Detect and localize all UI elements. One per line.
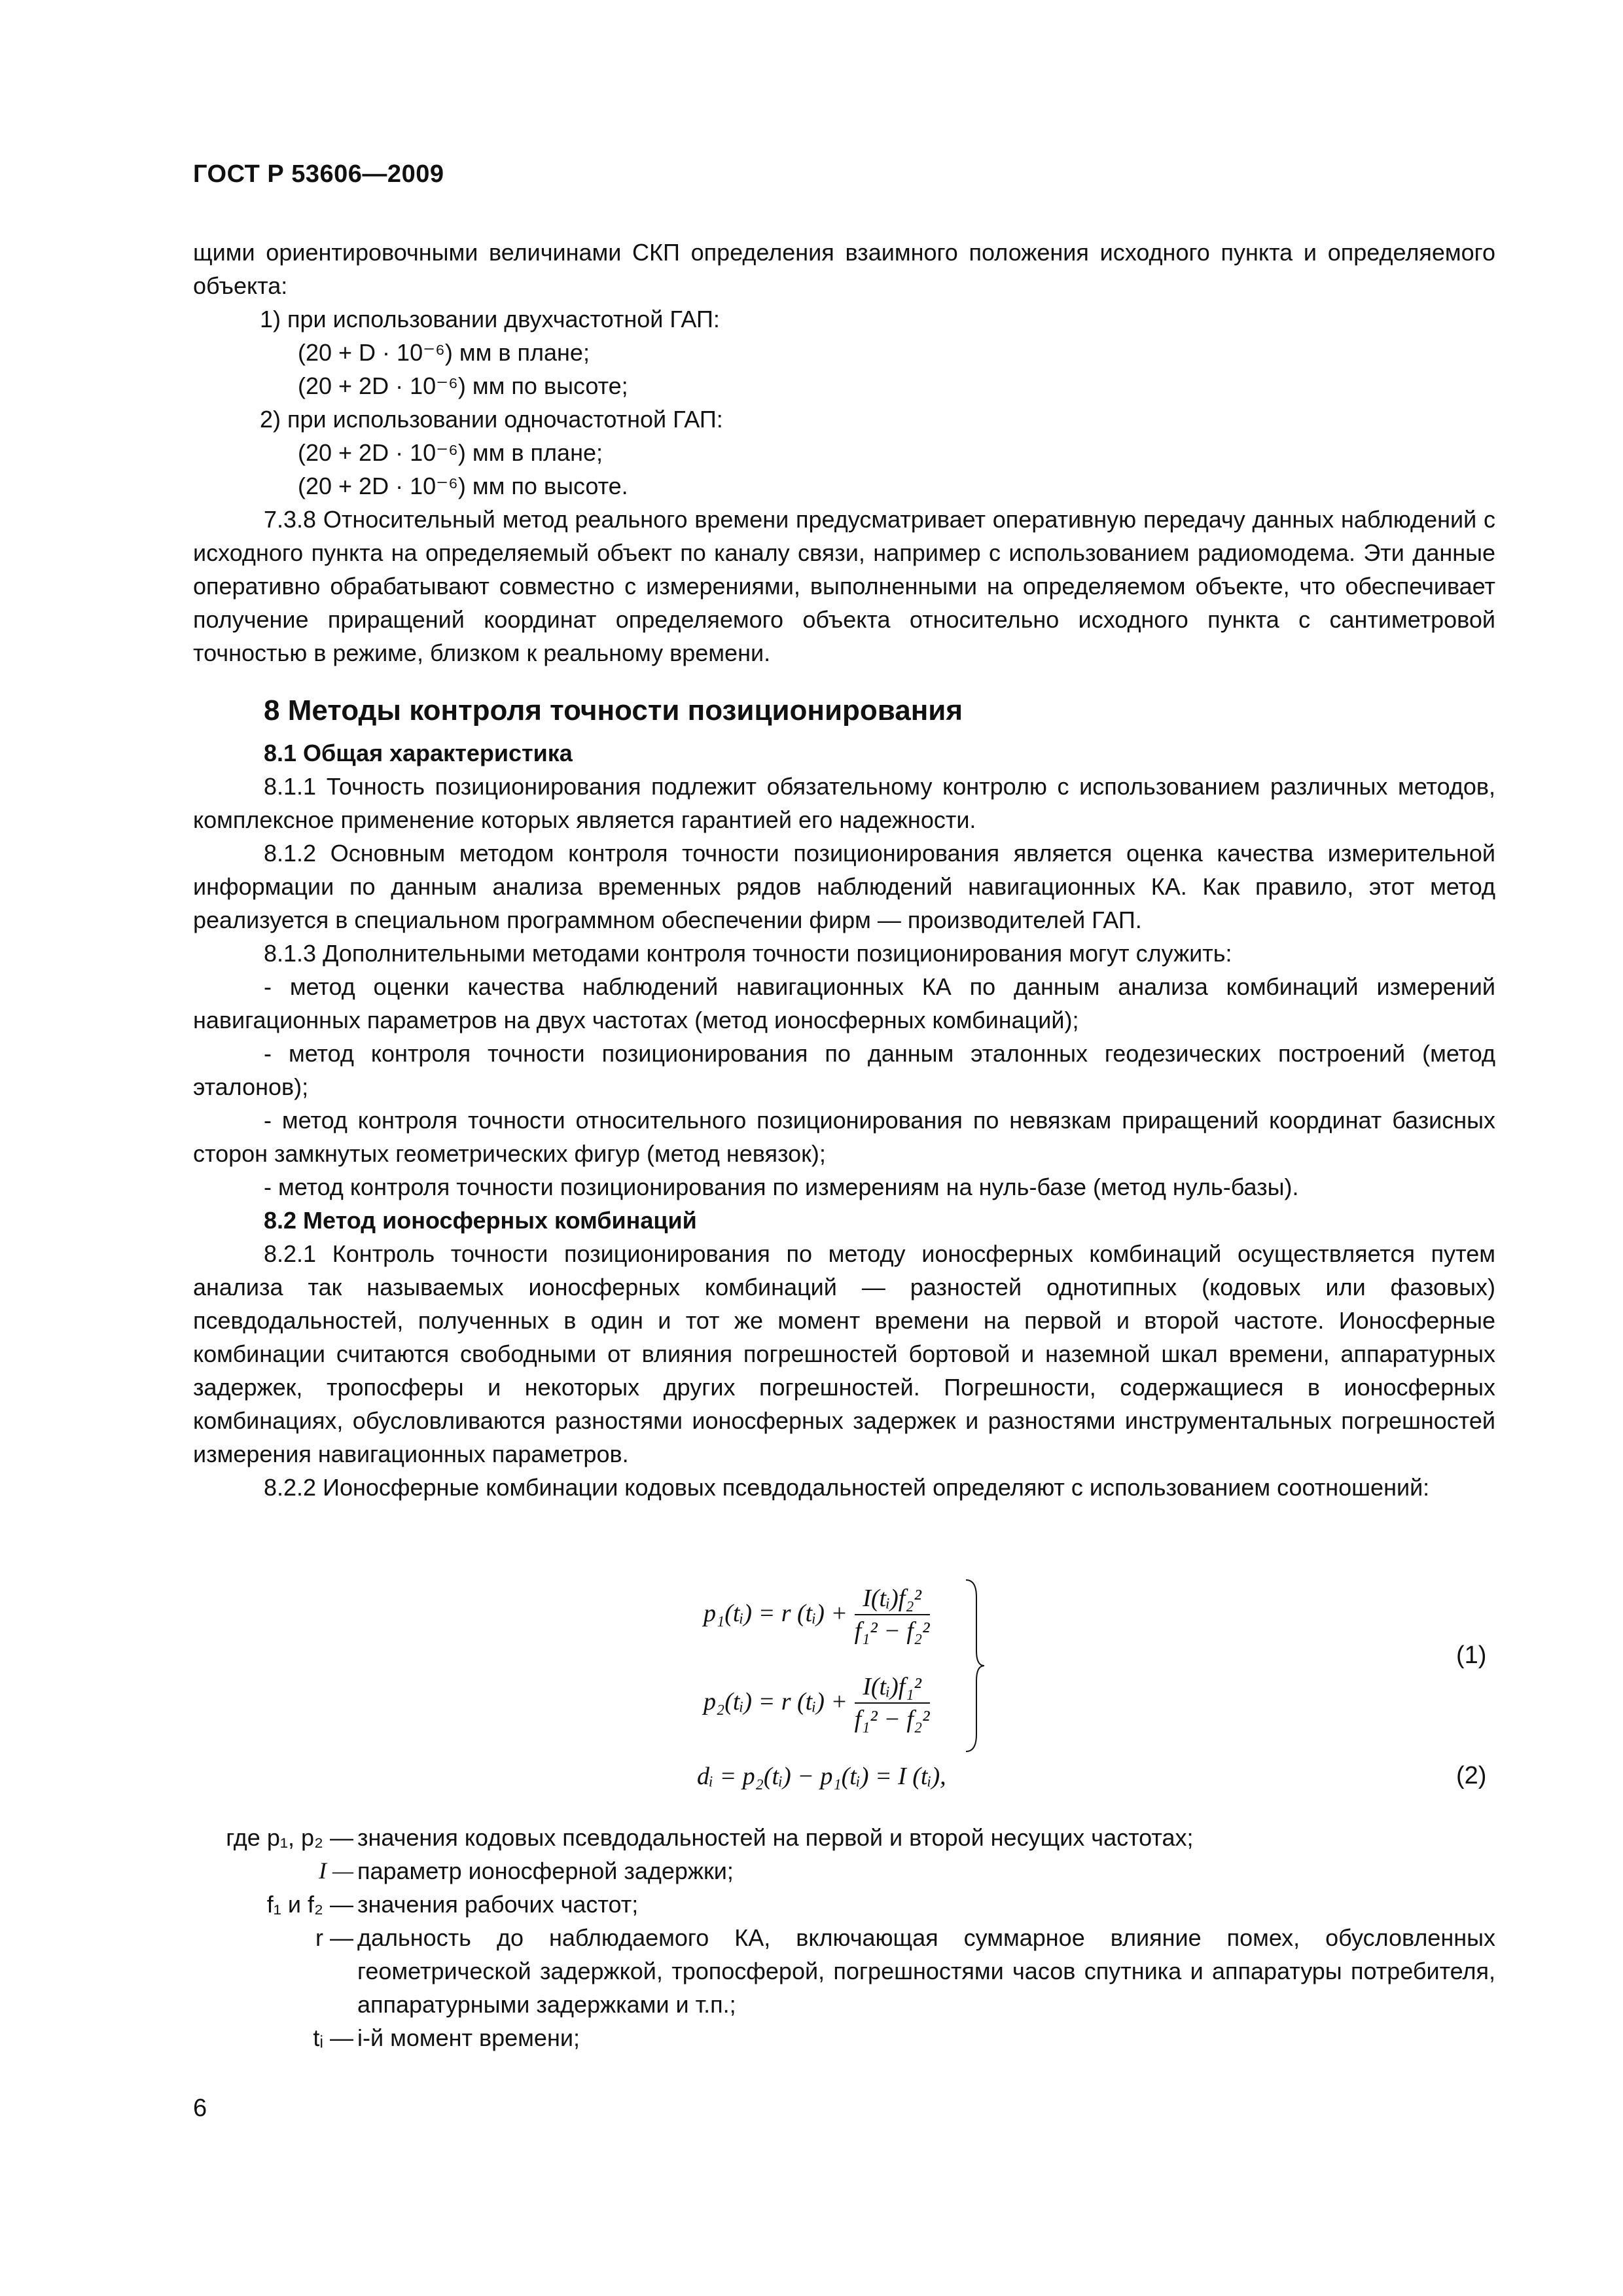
section-8 — [193, 694, 1495, 1504]
fraction-1-numerator: I(tᵢ)f₂² — [855, 1584, 930, 1615]
definition-description: значения кодовых псевдодальностей на первой и второй несущих частотах; — [357, 1824, 1194, 1851]
equation-number-1: (1) — [1456, 1641, 1487, 1669]
paragraph-8-1-1: 8.1.1 Точность позиционирования подлежит обязательному контролю с использованием различных методов, комплексное применение которых является гарантией его надежности. — [193, 773, 1495, 833]
bullet-item-3: - метод контроля точности относительного позиционирования по невязкам приращений координат базисных сторон замкнутых геометрических фигур (метод невязок); — [193, 1107, 1495, 1167]
list-item-2: 2) при использовании одночастотной ГАП: — [260, 406, 723, 433]
formula-1-line-1 — [704, 1584, 930, 1645]
intro-block — [193, 236, 1495, 670]
equation-number-2: (2) — [1456, 1762, 1487, 1789]
definition-term: r — — [315, 1924, 353, 1951]
fraction-1-denominator: f₁² − f₂² — [854, 1617, 930, 1645]
list-item-2a: (20 + 2D · 10⁻⁶) мм в плане; — [298, 439, 603, 466]
definition-description: параметр ионосферной задержки; — [357, 1857, 734, 1884]
definition-row — [193, 1921, 1495, 2021]
formula-1-fraction-2 — [855, 1672, 930, 1734]
section-8-2-title: 8.2 Метод ионосферных комбинаций — [264, 1207, 697, 1234]
right-brace-icon — [962, 1577, 988, 1754]
paragraph-7-3-8: 7.3.8 Относительный метод реального времени предусматривает оперативную передачу данных наблюдений с исходного пункта на определяемый объект по каналу связи, например с использованием радиомодема. Эти данные оперативно обрабатывают совместно с измерениями, выполненными на определяемом объекте, что обеспечивает получение приращений координат определяемого объекта относительно исходного пункта с сантиметровой точностью в режиме, близком к реальному времени. — [193, 506, 1495, 666]
bullet-item-2: - метод контроля точности позиционирования по данным эталонных геодезических построений (метод эталонов); — [193, 1040, 1495, 1100]
formula-1-fraction-1 — [855, 1584, 930, 1645]
page-number: 6 — [193, 2094, 207, 2122]
definition-term: f₁ и f₂ — — [266, 1891, 353, 1918]
definition-row — [193, 1821, 1495, 1854]
fraction-2-numerator: I(tᵢ)f₁² — [855, 1672, 930, 1704]
definition-description: значения рабочих частот; — [357, 1891, 639, 1918]
intro-paragraph: щими ориентировочными величинами СКП определения взаимного положения исходного пункта и определяемого объекта: — [193, 239, 1495, 299]
paragraph-8-1-3: 8.1.3 Дополнительными методами контроля точности позиционирования могут служить: — [264, 940, 1232, 967]
paragraph-8-2-1: 8.2.1 Контроль точности позиционирования по методу ионосферных комбинаций осуществляется путем анализа так называемых ионосферных комбинаций — разностей однотипных (кодовых или фазовых) псевдодальностей, полученных в один и тот же момент времени на первой и второй частоте. Ионосферные комбинации считаются свободными от влияния погрешностей бортовой и наземной шкал времени, аппаратурных задержек, тропосферы и некоторых других погрешностей. Погрешности, содержащиеся в ионосферных комбинациях, обусловливаются разностями ионосферных задержек и разностями инструментальных погрешностей измерения навигационных параметров. — [193, 1240, 1495, 1467]
bullet-item-1: - метод оценки качества наблюдений навигационных КА по данным анализа комбинаций измерений навигационных параметров на двух частотах (метод ионосферных комбинаций); — [193, 973, 1495, 1033]
formula-1-line-2 — [704, 1672, 930, 1734]
section-8-1-title: 8.1 Общая характеристика — [264, 740, 573, 766]
definition-term: где p₁, p₂ — — [226, 1824, 353, 1851]
definitions-list — [193, 1821, 1495, 2054]
document-header: ГОСТ Р 53606—2009 — [193, 160, 444, 188]
definition-row — [193, 2021, 1495, 2054]
section-8-title: 8 Методы контроля точности позиционирования — [264, 694, 963, 726]
list-item-1a: (20 + D · 10⁻⁶) мм в плане; — [298, 339, 590, 366]
paragraph-8-2-2: 8.2.2 Ионосферные комбинации кодовых псевдодальностей определяют с использованием соотношений: — [264, 1474, 1430, 1501]
definition-row — [193, 1854, 1495, 1888]
definition-row — [193, 1888, 1495, 1921]
bullet-item-4: - метод контроля точности позиционирования по измерениям на нуль-базе (метод нуль-базы). — [264, 1174, 1299, 1200]
formula-1-line-1-lhs: p₁(tᵢ) = r (tᵢ) + — [704, 1600, 848, 1628]
list-item-2b: (20 + 2D · 10⁻⁶) мм по высоте. — [298, 473, 628, 499]
fraction-2-denominator: f₁² − f₂² — [854, 1706, 930, 1733]
list-item-1: 1) при использовании двухчастотной ГАП: — [260, 306, 720, 332]
list-item-1b: (20 + 2D · 10⁻⁶) мм по высоте; — [298, 372, 628, 399]
definition-description: i-й момент времени; — [357, 2024, 580, 2051]
paragraph-8-1-2: 8.1.2 Основным методом контроля точности позиционирования является оценка качества измерительной информации по данным анализа временных рядов наблюдений навигационных КА. Как правило, этот метод реализуется в специальном программном обеспечении фирм — производителей ГАП. — [193, 840, 1495, 933]
definition-term: I — — [319, 1857, 353, 1884]
formula-1-line-2-lhs: p₂(tᵢ) = r (tᵢ) + — [704, 1688, 848, 1716]
formula-2: dᵢ = p₂(tᵢ) − p₁(tᵢ) = I (tᵢ), — [697, 1763, 946, 1790]
definition-term: tᵢ — — [313, 2024, 353, 2051]
definition-description: дальность до наблюдаемого КА, включающая суммарное влияние помех, обусловленных геометрической задержкой, тропосферой, погрешностями часов спутника и аппаратуры потребителя, аппаратурными задержками и т.п.; — [357, 1924, 1495, 2018]
